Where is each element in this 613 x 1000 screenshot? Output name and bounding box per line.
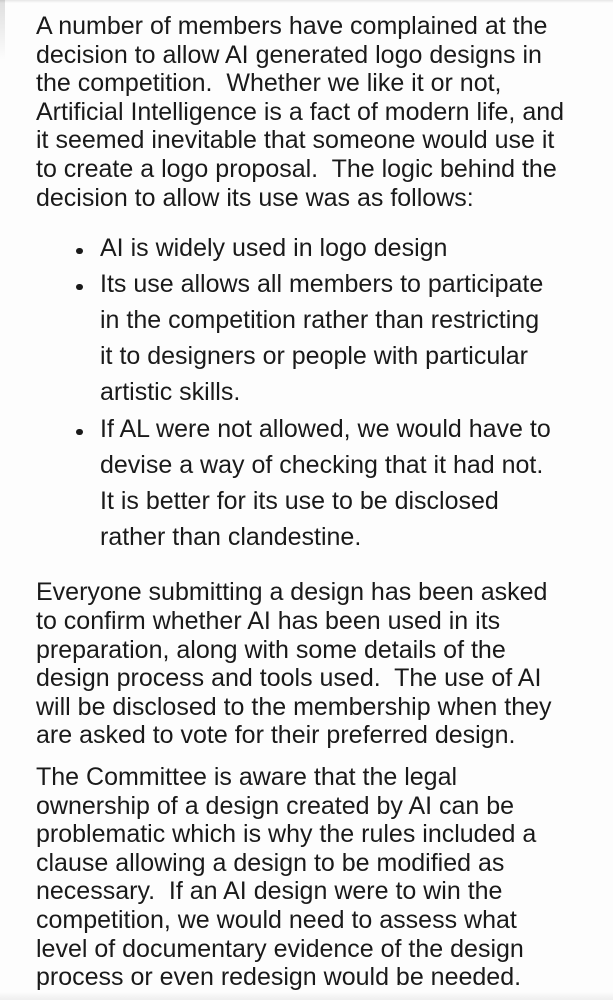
text-line: design process and tools used. The use of AI [36, 664, 542, 693]
text-line: It is better for its use to be disclosed [100, 487, 499, 516]
bullet-icon [76, 284, 83, 291]
text-line: Everyone submitting a design has been asked [36, 578, 548, 607]
bullet-list [36, 230, 579, 556]
paragraph-legal [36, 763, 579, 992]
page-bottom-shadow [0, 992, 613, 1000]
text-line: AI is widely used in logo design [100, 233, 448, 262]
text-line: decision to allow its use was as follows: [36, 183, 474, 212]
text-line: in the competition rather than restricting [100, 306, 540, 335]
bullet-icon [76, 429, 83, 436]
text-line: A number of members have complained at the [36, 12, 548, 40]
text-line: it to designers or people with particular [100, 342, 529, 371]
text-line: clause allowing a design to be modified as [36, 848, 505, 877]
text-line: the competition. Whether we like it or not, [36, 69, 502, 98]
text-line: process or even redesign would be needed. [36, 963, 522, 992]
text-line: to create a logo proposal. The logic behind the [36, 154, 557, 183]
text-line: ownership of a design created by AI can be [36, 791, 515, 820]
text-line: will be disclosed to the membership when they [36, 692, 552, 721]
text-line: are asked to vote for their preferred design. [36, 721, 516, 750]
text-line: necessary. If an AI design were to win the [36, 877, 503, 906]
text-line: artistic skills. [100, 378, 241, 407]
page-corner-shadow [0, 0, 5, 60]
text-line: decision to allow AI generated logo designs in [36, 40, 542, 69]
paragraph-intro [36, 12, 579, 212]
bullet-icon [76, 248, 83, 255]
text-line: devise a way of checking that it had not. [100, 450, 544, 479]
list-item [36, 411, 579, 556]
paragraph-disclosure [36, 578, 579, 750]
text-line: If AL were not allowed, we would have to [100, 414, 551, 443]
page-top-shadow [0, 0, 613, 3]
text-line: Artificial Intelligence is a fact of modern life, and [36, 97, 565, 126]
list-item [36, 230, 579, 266]
list-item [36, 266, 579, 411]
text-line: The Committee is aware that the legal [36, 763, 458, 792]
text-line: problematic which is why the rules included a [36, 820, 537, 849]
text-line: Its use allows all members to participate [100, 269, 544, 298]
text-line: to confirm whether AI has been used in its [36, 607, 501, 636]
text-line: preparation, along with some details of the [36, 635, 506, 664]
text-line: competition, we would need to assess what [36, 906, 517, 935]
text-line: level of documentary evidence of the design [36, 934, 524, 963]
text-line: rather than clandestine. [100, 523, 362, 552]
text-line: it seemed inevitable that someone would use it [36, 126, 555, 155]
